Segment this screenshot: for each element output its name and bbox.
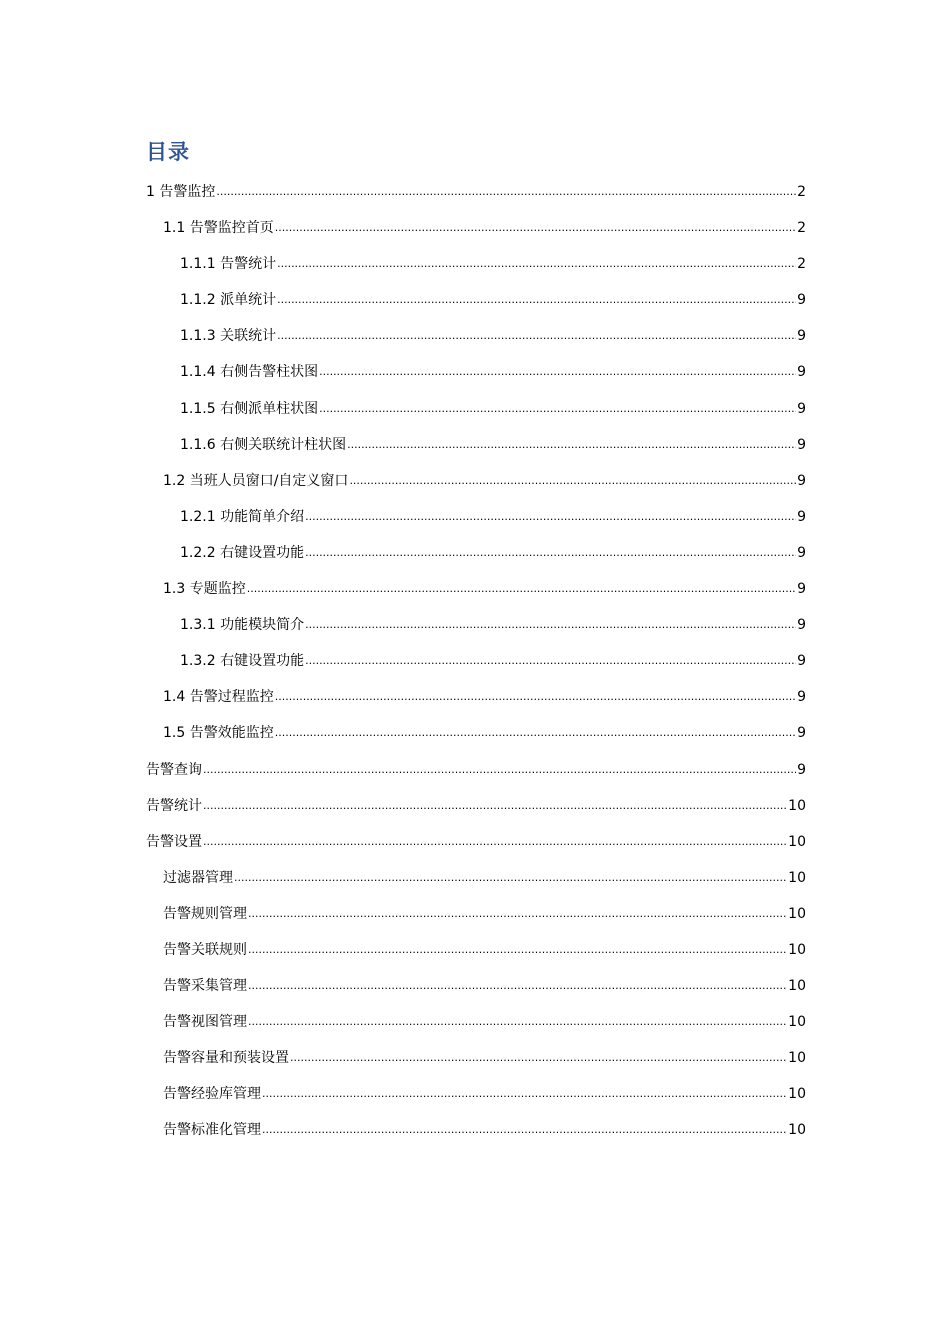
toc-entry-label: 1.5 告警效能监控 <box>163 725 274 742</box>
toc-entry-label: 1.1.4 右侧告警柱状图 <box>180 364 319 381</box>
toc-entry[interactable] <box>146 794 806 830</box>
toc-entry-page-number: 2 <box>797 256 806 273</box>
toc-entry-page-number: 9 <box>797 725 806 742</box>
toc-entry[interactable] <box>146 649 806 685</box>
toc-entry-page-number: 9 <box>797 653 806 670</box>
toc-entry-label: 告警统计 <box>146 797 202 814</box>
toc-entry-page-number: 9 <box>797 689 806 706</box>
toc-entry-label: 告警经验库管理 <box>163 1086 261 1103</box>
toc-dot-leader <box>275 721 796 745</box>
toc-entry-page-number: 9 <box>797 328 806 345</box>
toc-entry[interactable] <box>146 360 806 396</box>
toc-dot-leader <box>305 541 796 565</box>
toc-entry-label: 1.3 专题监控 <box>163 581 246 598</box>
toc-entry[interactable] <box>146 216 806 252</box>
toc-entry[interactable] <box>146 1118 806 1154</box>
toc-entry-page-number: 10 <box>788 905 806 922</box>
toc-entry-page-number: 10 <box>788 833 806 850</box>
toc-entry-label: 1.1.1 告警统计 <box>180 256 277 273</box>
toc-heading: 目录 <box>146 140 190 164</box>
toc-entry-label: 告警容量和预装设置 <box>163 1050 289 1067</box>
toc-entry-page-number: 2 <box>797 220 806 237</box>
toc-entry-page-number: 10 <box>788 978 806 995</box>
toc-dot-leader <box>305 613 796 637</box>
toc-entry[interactable] <box>146 974 806 1010</box>
toc-entry[interactable] <box>146 613 806 649</box>
toc-dot-leader <box>234 866 787 890</box>
toc-entry-label: 告警视图管理 <box>163 1014 247 1031</box>
toc-entry-page-number: 9 <box>797 617 806 634</box>
toc-entry[interactable] <box>146 721 806 757</box>
toc-dot-leader <box>248 902 787 926</box>
toc-dot-leader <box>203 794 787 818</box>
toc-entry[interactable] <box>146 1010 806 1046</box>
toc-dot-leader <box>347 433 796 457</box>
toc-list <box>146 180 806 1155</box>
toc-dot-leader <box>203 758 796 782</box>
toc-entry-page-number: 10 <box>788 1050 806 1067</box>
toc-entry-page-number: 9 <box>797 581 806 598</box>
toc-entry[interactable] <box>146 1082 806 1118</box>
toc-dot-leader <box>290 1046 787 1070</box>
toc-entry-page-number: 10 <box>788 941 806 958</box>
toc-entry-label: 1.2 当班人员窗口/自定义窗口 <box>163 472 349 489</box>
toc-entry-label: 过滤器管理 <box>163 869 233 886</box>
toc-entry-page-number: 10 <box>788 1122 806 1139</box>
toc-entry-label: 告警标准化管理 <box>163 1122 261 1139</box>
toc-entry[interactable] <box>146 758 806 794</box>
toc-dot-leader <box>319 360 796 384</box>
toc-entry-label: 1.2.2 右键设置功能 <box>180 544 305 561</box>
toc-entry[interactable] <box>146 433 806 469</box>
toc-entry-label: 告警采集管理 <box>163 978 247 995</box>
toc-entry[interactable] <box>146 288 806 324</box>
toc-entry[interactable] <box>146 397 806 433</box>
toc-entry-label: 1.1.2 派单统计 <box>180 292 277 309</box>
toc-entry-label: 1.3.2 右键设置功能 <box>180 653 305 670</box>
toc-entry-label: 1.1.6 右侧关联统计柱状图 <box>180 436 347 453</box>
toc-entry-label: 告警查询 <box>146 761 202 778</box>
toc-entry[interactable] <box>146 505 806 541</box>
toc-dot-leader <box>305 505 796 529</box>
toc-entry[interactable] <box>146 252 806 288</box>
toc-dot-leader <box>216 180 796 204</box>
toc-dot-leader <box>275 685 796 709</box>
toc-entry-label: 1 告警监控 <box>146 184 216 200</box>
toc-entry-label: 1.2.1 功能简单介绍 <box>180 508 305 525</box>
toc-entry-page-number: 9 <box>797 436 806 453</box>
toc-entry-page-number: 10 <box>788 869 806 886</box>
toc-entry-label: 1.3.1 功能模块简介 <box>180 617 305 634</box>
toc-entry-page-number: 9 <box>797 292 806 309</box>
toc-dot-leader <box>305 649 796 673</box>
toc-entry-label: 1.1.5 右侧派单柱状图 <box>180 400 319 417</box>
toc-entry-page-number: 9 <box>797 472 806 489</box>
toc-dot-leader <box>248 938 787 962</box>
toc-entry-page-number: 9 <box>797 400 806 417</box>
toc-dot-leader <box>248 1010 787 1034</box>
toc-entry-label: 告警规则管理 <box>163 905 247 922</box>
toc-entry-label: 告警关联规则 <box>163 941 247 958</box>
toc-entry-page-number: 10 <box>788 797 806 814</box>
toc-dot-leader <box>262 1118 787 1142</box>
toc-entry-label: 告警设置 <box>146 833 202 850</box>
toc-dot-leader <box>248 974 787 998</box>
toc-entry-label: 1.4 告警过程监控 <box>163 689 274 706</box>
toc-dot-leader <box>262 1082 787 1106</box>
toc-dot-leader <box>349 469 796 493</box>
toc-dot-leader <box>319 397 796 421</box>
toc-dot-leader <box>275 216 796 240</box>
toc-entry-page-number: 10 <box>788 1014 806 1031</box>
toc-dot-leader <box>203 830 787 854</box>
toc-entry-page-number: 2 <box>797 184 806 200</box>
toc-entry[interactable] <box>146 1046 806 1082</box>
toc-entry[interactable] <box>146 866 806 902</box>
toc-entry[interactable] <box>146 685 806 721</box>
toc-entry[interactable] <box>146 180 806 216</box>
toc-dot-leader <box>247 577 796 601</box>
toc-entry[interactable] <box>146 830 806 866</box>
toc-entry-label: 1.1.3 关联统计 <box>180 328 277 345</box>
toc-dot-leader <box>277 288 796 312</box>
toc-entry-page-number: 10 <box>788 1086 806 1103</box>
toc-entry-page-number: 9 <box>797 544 806 561</box>
toc-entry[interactable] <box>146 938 806 974</box>
toc-dot-leader <box>277 252 796 276</box>
toc-entry-page-number: 9 <box>797 761 806 778</box>
toc-dot-leader <box>277 324 796 348</box>
toc-entry-page-number: 9 <box>797 508 806 525</box>
toc-entry[interactable] <box>146 541 806 577</box>
toc-entry[interactable] <box>146 577 806 613</box>
toc-entry[interactable] <box>146 324 806 360</box>
toc-entry-label: 1.1 告警监控首页 <box>163 220 274 237</box>
toc-entry-page-number: 9 <box>797 364 806 381</box>
toc-entry[interactable] <box>146 902 806 938</box>
toc-entry[interactable] <box>146 469 806 505</box>
